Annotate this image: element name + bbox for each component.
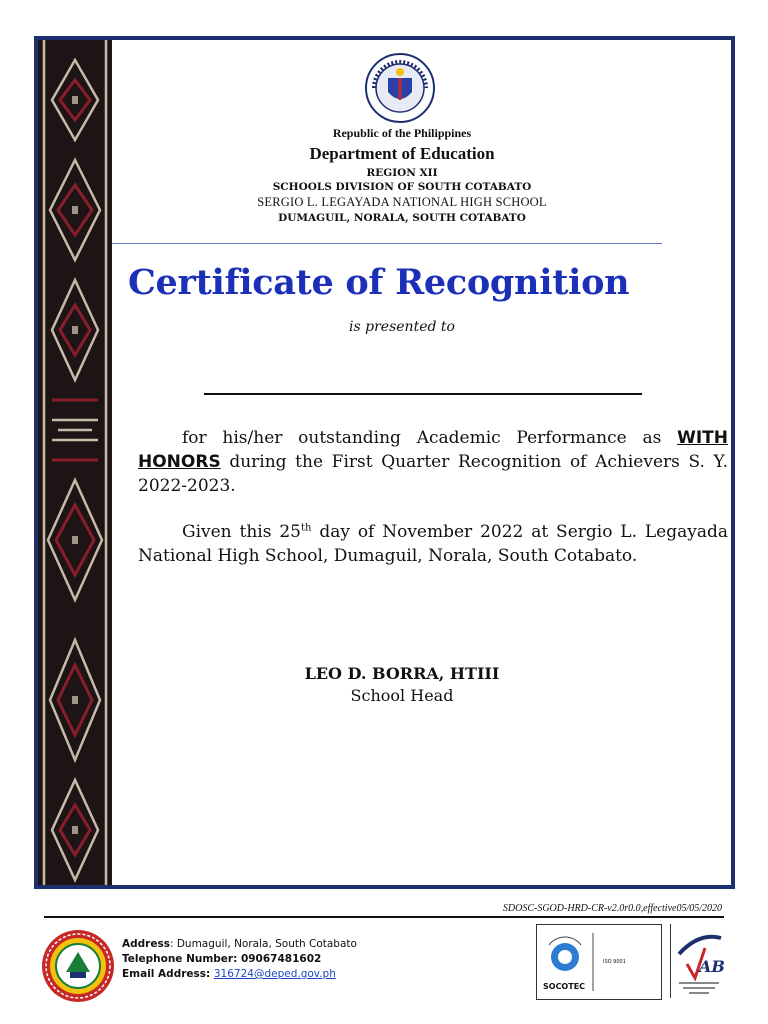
award-text-start: for his/her outstanding Academic Performance as [182, 428, 662, 448]
phone-value: : 09067481602 [233, 953, 322, 965]
presented-to-text: is presented to [349, 319, 455, 335]
deped-seal-logo [364, 52, 436, 124]
header-divider [112, 243, 662, 244]
given-paragraph [138, 520, 728, 568]
iab-accreditation-badge [670, 924, 727, 998]
address-label: Address [122, 938, 170, 950]
iso-label: ISO 9001 [603, 959, 626, 965]
phone-label: Telephone Number [122, 953, 234, 965]
given-text-start: Given this 25 [182, 522, 301, 542]
certificate-body [112, 40, 731, 885]
day-suffix: th [300, 522, 312, 534]
address-line [122, 937, 357, 952]
email-link[interactable]: 316724@deped.gov.ph [213, 968, 336, 980]
footer-divider [44, 916, 724, 918]
iab-label: AB [699, 957, 725, 976]
woven-border-pattern [38, 40, 112, 885]
socotec-label: SOCOTEC [543, 982, 586, 991]
award-text-end: during the First Quarter Recognition of Achievers S. Y. 2022-2023. [138, 452, 728, 496]
award-paragraph [138, 426, 728, 498]
phone-line [122, 952, 357, 967]
school-seal-logo [40, 928, 116, 1004]
recipient-name-line [204, 393, 642, 395]
email-line: Email Address: 316724@deped.gov.ph [122, 968, 336, 980]
signatory-name: LEO D. BORRA, HTIII [304, 664, 500, 683]
header-republic: Republic of the Philippines [332, 126, 472, 140]
header-school-address: DUMAGUIL, NORALA, SOUTH COTABATO [278, 212, 526, 224]
address-value: : Dumaguil, Norala, South Cotabato [169, 938, 357, 950]
honor-label: WITH HONORS [138, 428, 728, 472]
document-code: SDOSC-SGOD-HRD-CR-v2.0r0.0,effective05/05/2020 [502, 903, 722, 914]
certificate-frame [34, 36, 735, 889]
contact-info [122, 937, 357, 982]
certificate-title: Certificate of Recognition [128, 262, 630, 303]
given-text-end: day of November 2022 at Sergio L. Legayada National High School, Dumaguil, Norala, South Cotabato. [138, 522, 729, 566]
header-school-name: SERGIO L. LEGAYADA NATIONAL HIGH SCHOOL [257, 195, 547, 209]
signatory-role: School Head [350, 686, 454, 705]
header-department: Department of Education [309, 144, 495, 163]
header-division: SCHOOLS DIVISION OF SOUTH COTABATO [272, 181, 532, 193]
socotec-iso-badge [536, 924, 662, 1000]
header-region: REGION XII [366, 167, 438, 179]
email-label: Email Address [122, 968, 207, 980]
